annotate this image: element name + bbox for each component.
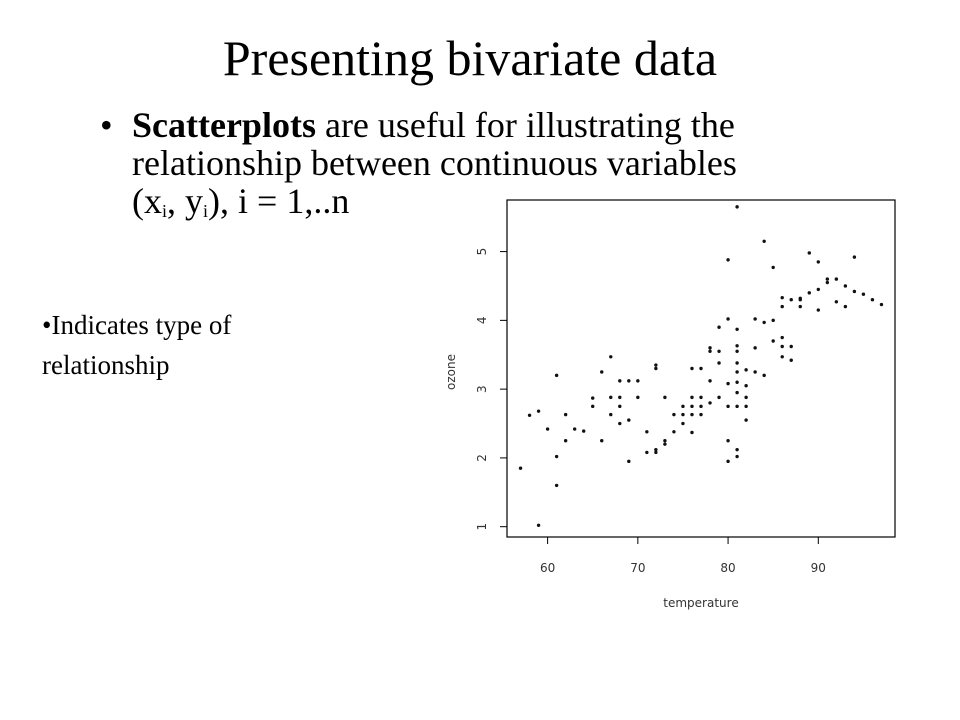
data-point <box>735 350 738 353</box>
data-point <box>735 381 738 384</box>
data-point <box>645 430 648 433</box>
y-tick-label: 5 <box>475 247 489 256</box>
data-point <box>744 384 747 387</box>
data-point <box>735 361 738 364</box>
data-point <box>663 439 666 442</box>
data-point <box>762 240 765 243</box>
data-point <box>781 355 784 358</box>
y-axis <box>475 248 507 531</box>
data-point <box>681 405 684 408</box>
x-tick-label: 60 <box>539 561 556 575</box>
data-point <box>744 368 747 371</box>
data-point <box>555 484 558 487</box>
formula-prefix: (x <box>132 181 162 221</box>
data-point <box>799 297 802 300</box>
data-point <box>618 405 621 408</box>
data-point <box>672 430 675 433</box>
data-point <box>564 439 567 442</box>
data-point <box>762 374 765 377</box>
data-point <box>735 455 738 458</box>
data-point <box>663 442 666 445</box>
formula-sub-2: i <box>203 201 209 221</box>
y-axis-label: ozone <box>444 354 458 390</box>
data-point <box>636 379 639 382</box>
data-point <box>771 319 774 322</box>
data-point <box>537 409 540 412</box>
data-point <box>726 317 729 320</box>
data-point <box>744 405 747 408</box>
data-point <box>690 405 693 408</box>
data-point <box>735 448 738 451</box>
data-point <box>582 429 585 432</box>
bullet-dot: • <box>100 105 113 145</box>
data-point <box>708 350 711 353</box>
data-point <box>663 396 666 399</box>
y-tick-label: 3 <box>475 385 489 393</box>
data-point <box>871 298 874 301</box>
data-point <box>781 305 784 308</box>
data-point <box>717 326 720 329</box>
data-point <box>699 413 702 416</box>
data-point <box>546 427 549 430</box>
data-point <box>808 251 811 254</box>
data-point <box>790 298 793 301</box>
data-point <box>826 281 829 284</box>
data-point <box>817 288 820 291</box>
data-point <box>591 396 594 399</box>
data-point <box>627 379 630 382</box>
data-point <box>564 413 567 416</box>
data-point <box>771 339 774 342</box>
data-point <box>790 345 793 348</box>
data-point <box>781 296 784 299</box>
data-point <box>726 405 729 408</box>
data-point <box>609 396 612 399</box>
data-point <box>654 448 657 451</box>
data-point <box>690 396 693 399</box>
data-point <box>537 524 540 527</box>
data-point <box>690 413 693 416</box>
data-point <box>726 460 729 463</box>
data-point <box>844 284 847 287</box>
data-point <box>717 350 720 353</box>
data-point <box>753 370 756 373</box>
formula-sub-1: i <box>162 201 168 221</box>
data-point <box>781 345 784 348</box>
x-axis <box>540 537 826 575</box>
data-point <box>726 258 729 261</box>
data-point <box>618 422 621 425</box>
data-point <box>735 344 738 347</box>
y-tick-label: 2 <box>475 454 489 462</box>
formula-mid: , y <box>167 181 204 221</box>
data-point <box>781 336 784 339</box>
data-point <box>717 396 720 399</box>
data-point <box>853 255 856 258</box>
data-point <box>699 367 702 370</box>
data-point <box>618 379 621 382</box>
data-point <box>762 321 765 324</box>
data-point <box>519 467 522 470</box>
data-point <box>753 317 756 320</box>
side-bullet-dot: • <box>42 310 52 340</box>
data-point <box>735 370 738 373</box>
data-point <box>735 205 738 208</box>
data-point <box>808 291 811 294</box>
data-point <box>817 260 820 263</box>
data-point <box>690 367 693 370</box>
data-point <box>790 359 793 362</box>
data-point <box>681 422 684 425</box>
scatterplots-bold: Scatterplots <box>132 105 316 145</box>
data-point <box>799 305 802 308</box>
data-point <box>555 374 558 377</box>
data-point <box>618 396 621 399</box>
data-point <box>609 355 612 358</box>
data-point <box>600 370 603 373</box>
data-point <box>862 293 865 296</box>
side-bullet-text: Indicates type of relationship <box>42 310 232 380</box>
data-point <box>600 439 603 442</box>
data-point <box>735 391 738 394</box>
data-point <box>835 277 838 280</box>
y-tick-label: 4 <box>475 316 489 325</box>
formula-suffix: ), i = 1,..n <box>208 181 350 221</box>
slide-title: Presenting bivariate data <box>222 30 718 86</box>
data-point <box>771 266 774 269</box>
data-point <box>654 367 657 370</box>
data-point <box>817 308 820 311</box>
data-point <box>555 455 558 458</box>
x-tick-label: 80 <box>720 561 736 575</box>
data-points <box>519 205 883 527</box>
data-point <box>717 361 720 364</box>
data-point <box>844 305 847 308</box>
data-point <box>726 439 729 442</box>
data-point <box>744 396 747 399</box>
data-point <box>735 405 738 408</box>
x-tick-label: 90 <box>810 561 826 575</box>
data-point <box>654 363 657 366</box>
data-point <box>826 277 829 280</box>
data-point <box>708 379 711 382</box>
data-point <box>726 382 729 385</box>
data-point <box>528 414 531 417</box>
data-point <box>627 460 630 463</box>
data-point <box>645 451 648 454</box>
data-point <box>591 405 594 408</box>
data-point <box>672 413 675 416</box>
data-point <box>708 401 711 404</box>
data-point <box>636 396 639 399</box>
data-point <box>708 346 711 349</box>
data-point <box>627 418 630 421</box>
data-point <box>699 396 702 399</box>
x-axis-label: temperature <box>663 596 739 610</box>
data-point <box>880 303 883 306</box>
data-point <box>735 328 738 331</box>
data-point <box>681 413 684 416</box>
data-point <box>853 290 856 293</box>
data-point <box>690 431 693 434</box>
data-point <box>753 346 756 349</box>
y-tick-label: 1 <box>475 522 489 531</box>
main-bullet-body: are useful for illustrating the relationship between continuous variables <box>132 105 737 183</box>
data-point <box>744 418 747 421</box>
data-point <box>573 427 576 430</box>
data-point <box>609 413 612 416</box>
data-point <box>835 300 838 303</box>
x-tick-label: 70 <box>630 561 646 575</box>
data-point <box>699 405 702 408</box>
